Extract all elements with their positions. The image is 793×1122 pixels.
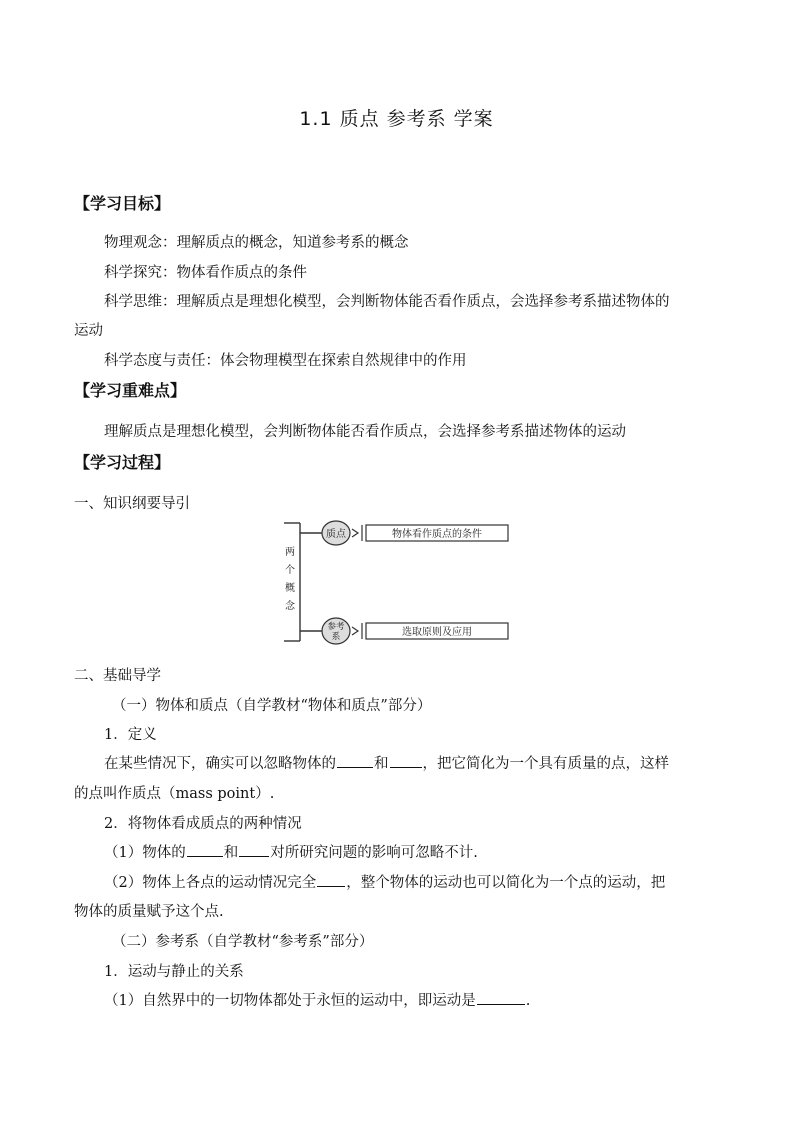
fill-blank[interactable] <box>390 753 422 768</box>
goal-item: 科学探究：物体看作质点的条件 <box>104 265 307 281</box>
goal-item: 科学态度与责任：体会物理模型在探索自然规律中的作用 <box>104 353 467 369</box>
arrow-icon <box>352 529 358 537</box>
knowledge-outline-diagram <box>282 519 514 649</box>
subsection-reference-frame: （二）参考系（自学教材“参考系”部分） <box>112 934 374 950</box>
motion-title: 1．运动与静止的关系 <box>104 964 244 980</box>
page-title: 1.1 质点 参考系 学案 <box>299 108 494 130</box>
fill-blank[interactable] <box>477 990 525 1005</box>
arrow-icon <box>352 627 358 635</box>
motion1-line: （1）自然界中的一切物体都处于永恒的运动中，即运动是 . <box>104 989 530 1010</box>
bracket-label: 概 <box>285 583 295 594</box>
box-mass-point-condition-text: 物体看作质点的条件 <box>392 529 482 540</box>
definition-line: 在某些情况下，确实可以忽略物体的 和 ，把它简化为一个具有质量的点，这样 <box>104 752 669 773</box>
bracket-label: 念 <box>285 601 295 612</box>
definition-line-continuation: 的点叫作质点（mass point）. <box>74 786 275 802</box>
case1-line: （1）物体的 和 对所研究问题的影响可忽略不计. <box>104 841 478 862</box>
case2-line: （2）物体上各点的运动情况完全 ，整个物体的运动也可以简化为一个点的运动，把 <box>104 871 665 892</box>
goal-item: 科学思维：理解质点是理想化模型，会判断物体能否看作质点，会选择参考系描述物体的 <box>104 294 670 310</box>
fill-blank[interactable] <box>187 842 223 857</box>
process-heading: 【学习过程】 <box>74 453 171 472</box>
case2-line-continuation: 物体的质量赋予这个点. <box>74 904 224 920</box>
part2-title: 二、基础导学 <box>74 668 161 684</box>
key-points-heading: 【学习重难点】 <box>74 381 187 400</box>
node-reference-frame-label: 参考 <box>327 622 345 632</box>
key-points-text: 理解质点是理想化模型，会判断物体能否看作质点，会选择参考系描述物体的运动 <box>104 424 626 440</box>
part1-title: 一、知识纲要导引 <box>74 496 190 512</box>
fill-blank[interactable] <box>337 753 373 768</box>
cases-title: 2．将物体看成质点的两种情况 <box>104 816 302 832</box>
goals-heading: 【学习目标】 <box>74 194 171 213</box>
subsection-mass-point: （一）物体和质点（自学教材“物体和质点”部分） <box>112 698 432 714</box>
bracket <box>284 523 322 641</box>
fill-blank[interactable] <box>239 842 269 857</box>
definition-title: 1．定义 <box>104 727 157 743</box>
box-reference-selection-text: 选取原则及应用 <box>402 627 472 638</box>
goal-item: 物理观念：理解质点的概念，知道参考系的概念 <box>104 235 409 251</box>
goal-item-continuation: 运动 <box>74 323 103 339</box>
bracket-label: 个 <box>285 565 295 576</box>
node-mass-point-label: 质点 <box>326 529 346 540</box>
bracket-label: 两 <box>285 547 295 558</box>
node-reference-frame-label: 系 <box>331 632 341 642</box>
fill-blank[interactable] <box>317 872 345 887</box>
